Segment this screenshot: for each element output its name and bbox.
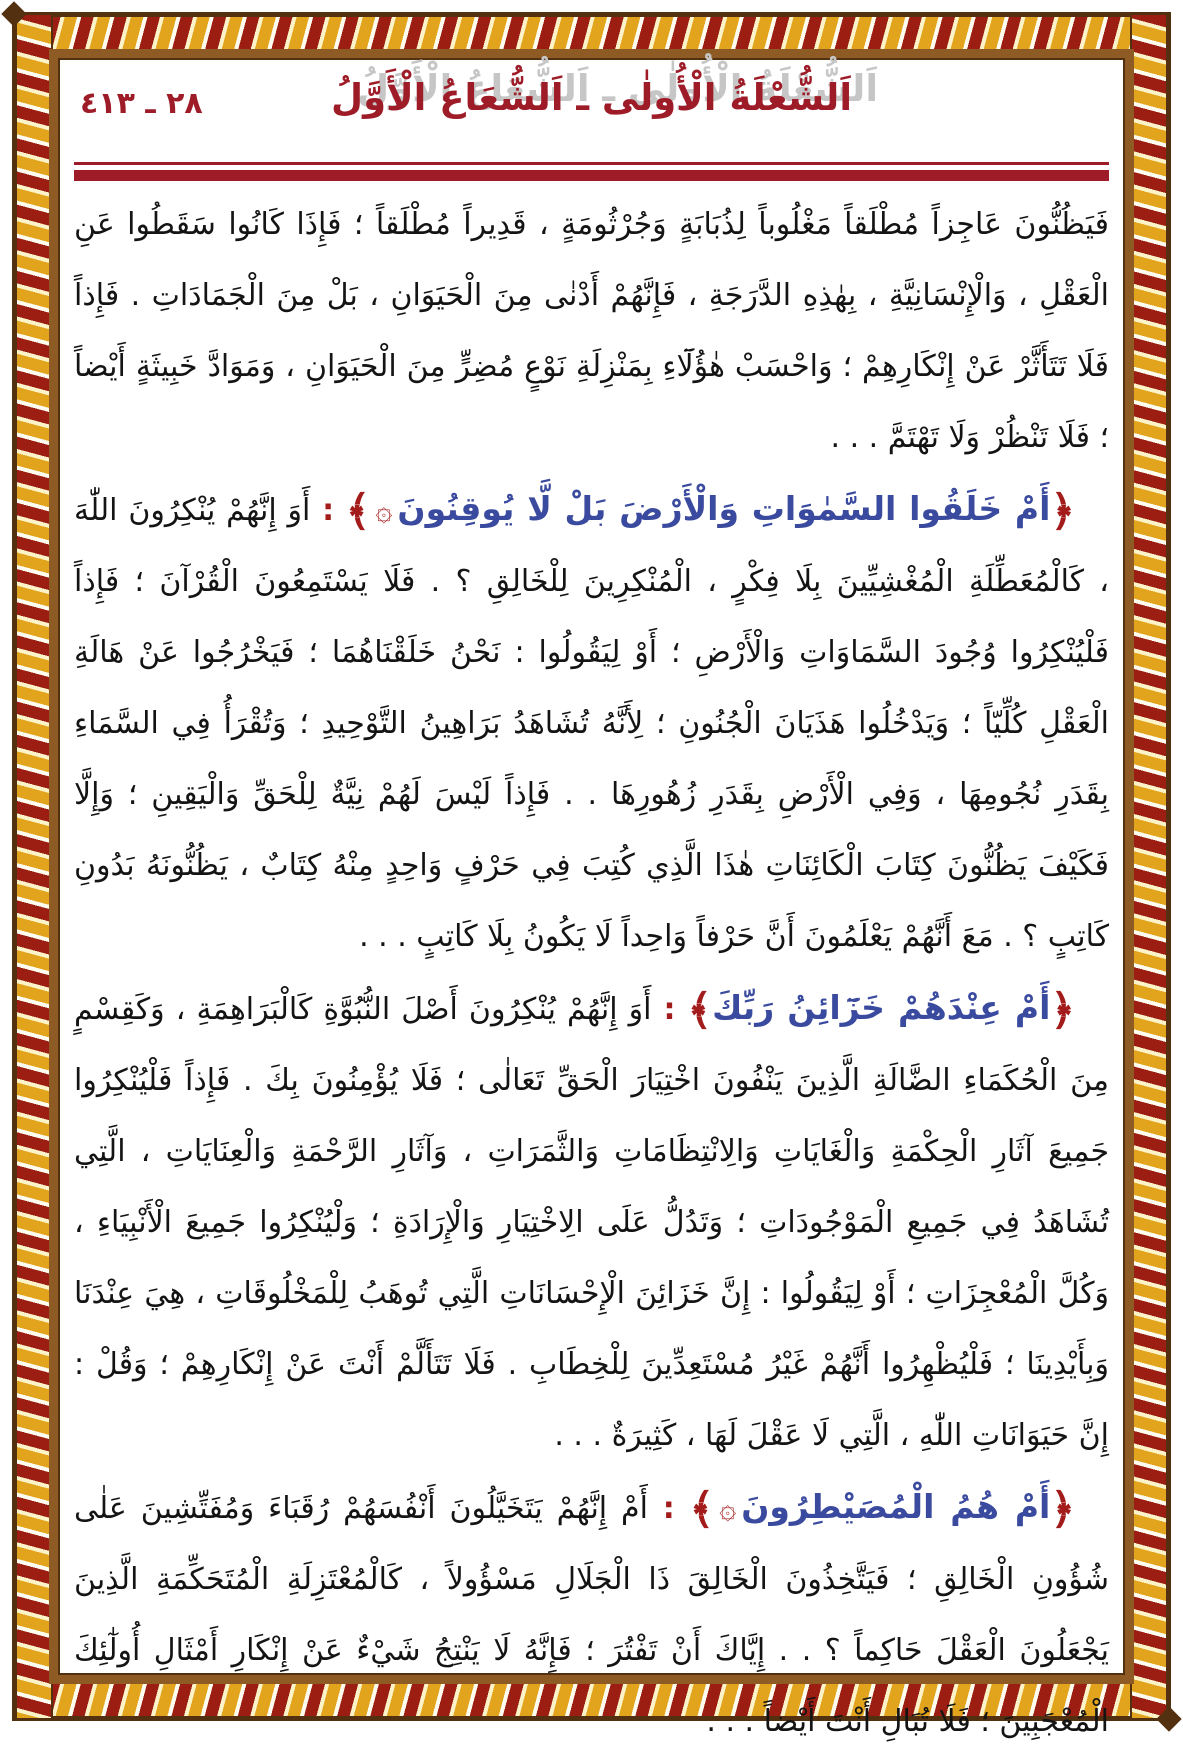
page-number: ٢٨ ـ ٤١٣ (80, 86, 203, 121)
border-chain-top (15, 15, 1168, 53)
ornate-bracket-close-icon: ﴾ (687, 985, 713, 1034)
ornate-bracket-close-icon: ﴾ (345, 486, 371, 535)
ornate-bracket-open-icon: ﴿ (1050, 486, 1075, 535)
ornate-bracket-open-icon: ﴿ (1050, 985, 1075, 1034)
body-text (74, 189, 1109, 1757)
rub-el-hizb-icon: ۞ (375, 493, 393, 527)
border-chain-right (1130, 15, 1168, 1718)
paragraph-3-text: أَوَ إِنَّهُمْ يُنْكِرُونَ أَصْلَ النُّبُوَّةِ كَالْبَرَاهِمَةِ ، وَكَقِسْمٍ مِنَ الْحُكَمَاءِ الضَّالَةِ الَّذِينَ يَنْفُونَ اخْتِيَارَ الْحَقِّ تَعَالٰى ؛ فَلَا يُؤْمِنُونَ بِكَ . فَإِذاً فَلْيُنْكِرُوا جَمِيعَ آثَارِ الْحِكْمَةِ وَالْغَايَاتِ وَالِانْتِظَامَاتِ وَالثَّمَرَاتِ ، وَآثَارِ الرَّحْمَةِ وَالْعِنَايَاتِ ، الَّتِي تُشَاهَدُ فِي جَمِيعِ الْمَوْجُودَاتِ ؛ وَتَدُلُّ عَلَى الِاخْتِيَارِ وَالْإِرَادَةِ ؛ وَلْيُنْكِرُوا جَمِيعَ الْأَنْبِيَاءِ ، وَكُلَّ الْمُعْجِزَاتِ ؛ أَوْ لِيَقُولُوا : إِنَّ خَزَائِنَ الْإِحْسَانَاتِ الَّتِي تُوهَبُ لِلْمَخْلُوقَاتِ ، هِيَ عِنْدَنَا وَبِأَيْدِينَا ؛ فَلْيُظْهِرُوا أَنَّهُمْ غَيْرُ مُسْتَعِدِّينَ لِلْخِطَابِ . فَلَا تَتَأَلَّمْ أَنْتَ عَنْ إِنْكَارِهِمْ ؛ وَقُلْ : إِنَّ حَيَوَانَاتِ اللّٰهِ ، الَّتِي لَا عَقْلَ لَهَا ، كَثِيرَةٌ . . . (74, 992, 1109, 1453)
page-content (74, 60, 1109, 1739)
rub-el-hizb-icon: ۞ (719, 1491, 737, 1525)
paragraph-4-text: أَمْ إِنَّهُمْ يَتَخَيَّلُونَ أَنْفُسَهُمْ رُقَبَاءَ وَمُفَتِّشِينَ عَلٰى شُؤُونِ الْخَالِقِ ؛ فَيَتَّخِذُونَ الْخَالِقَ ذَا الْجَلَالِ مَسْؤُولاً ، كَالْمُعْتَزِلَةِ الْمُتَحَكِّمَةِ الَّذِينَ يَجْعَلُونَ الْعَقْلَ حَاكِماً ؟ . . إِيَّاكَ أَنْ تَفْتُرَ ؛ فَإِنَّهُ لَا يَنْتِجُ شَيْءٌ عَنْ إِنْكَارِ أَمْثَالِ أُولٰٓئِكَ الْمُعْجَبِينَ ؛ فَلَا تُبَالِ أَنْتَ أَيْضاً . . . (74, 1491, 1109, 1739)
page-header (74, 60, 1109, 154)
page-title: اَلشُّعْلَةُ الْأُولٰى ـ اَلشُّعَاعُ الْأَوَّلُ (331, 76, 852, 119)
ornate-bracket-close-icon: ﴾ (689, 1484, 715, 1533)
ornate-bracket-open-icon: ﴿ (1050, 1484, 1075, 1533)
verse-colon: : (651, 992, 688, 1027)
paragraph-4 (74, 1473, 1109, 1757)
verse-colon: : (310, 493, 346, 528)
quran-verse-1: أَمْ خَلَقُوا السَّمٰوَاتِ وَالْأَرْضَ بَلْ لَّا يُوقِنُونَ (397, 489, 1051, 528)
quran-verse-3: أَمْ هُمُ الْمُصَيْطِرُونَ (741, 1487, 1051, 1526)
paragraph-1 (74, 189, 1109, 473)
divider-double-rule (74, 162, 1109, 181)
border-chain-left (15, 15, 53, 1718)
paragraph-2 (74, 475, 1109, 972)
verse-colon: : (647, 1491, 690, 1526)
paragraph-3 (74, 974, 1109, 1471)
paragraph-1-text: فَيَظُنُّونَ عَاجِزاً مُطْلَقاً مَغْلُوباً لِذُبَابَةٍ وَجُرْثُومَةٍ ، قَدِيراً مُطْلَقاً ؛ فَإِذَا كَانُوا سَقَطُوا عَنِ الْعَقْلِ ، وَالْإِنْسَانِيَّةِ ، بِهٰذِهِ الدَّرَجَةِ ، فَإِنَّهُمْ أَدْنٰى مِنَ الْحَيَوَانِ ، بَلْ مِنَ الْجَمَادَاتِ . فَإِذاً فَلَا تَتَأَثَّرْ عَنْ إِنْكَارِهِمْ ؛ وَاحْسَبْ هٰؤُلَٓاءِ بِمَنْزِلَةِ نَوْعٍ مُضِرٍّ مِنَ الْحَيَوَانِ ، وَمَوَادَّ خَبِيثَةٍ أَيْضاً ؛ فَلَا تَنْظُرْ وَلَا تَهْتَمَّ . . . (74, 207, 1109, 455)
paragraph-2-text: أَوَ إِنَّهُمْ يُنْكِرُونَ اللّٰهَ ، كَالْمُعَطِّلَةِ الْمُغْشِيِّينَ بِلَا فِكْرٍ ، الْمُنْكِرِينَ لِلْخَالِقِ ؟ . فَلَا يَسْتَمِعُونَ الْقُرْآنَ ؛ فَإِذاً فَلْيُنْكِرُوا وُجُودَ السَّمَاوَاتِ وَالْأَرْضِ ؛ أَوْ لِيَقُولُوا : نَحْنُ خَلَقْنَاهُمَا ؛ فَيَخْرُجُوا عَنْ هَالَةِ الْعَقْلِ كُلِّيّاً ؛ وَيَدْخُلُوا هَذَيَانَ الْجُنُونِ ؛ لِأَنَّهُ تُشَاهَدُ بَرَاهِينُ التَّوْحِيدِ ؛ وَتُقْرَأُ فِي السَّمَاءِ بِقَدَرِ نُجُومِهَا ، وَفِي الْأَرْضِ بِقَدَرِ زُهُورِهَا . . فَإِذاً لَيْسَ لَهُمْ نِيَّةٌ لِلْحَقِّ وَالْيَقِينِ ؛ وَإِلَّا فَكَيْفَ يَظُنُّونَ كِتَابَ الْكَائِنَاتِ هٰذَا الَّذِي كُتِبَ فِي حَرْفٍ وَاحِدٍ مِنْهُ كِتَابٌ ، يَظُنُّونَهُ بَدُونِ كَاتِبٍ ؟ . مَعَ أَنَّهُمْ يَعْلَمُونَ أَنَّ حَرْفاً وَاحِداً لَا يَكُونُ بِلَا كَاتِبٍ . . . (74, 493, 1109, 954)
quran-verse-2: أَمْ عِنْدَهُمْ خَزَٓائِنُ رَبِّكَ (712, 988, 1051, 1027)
